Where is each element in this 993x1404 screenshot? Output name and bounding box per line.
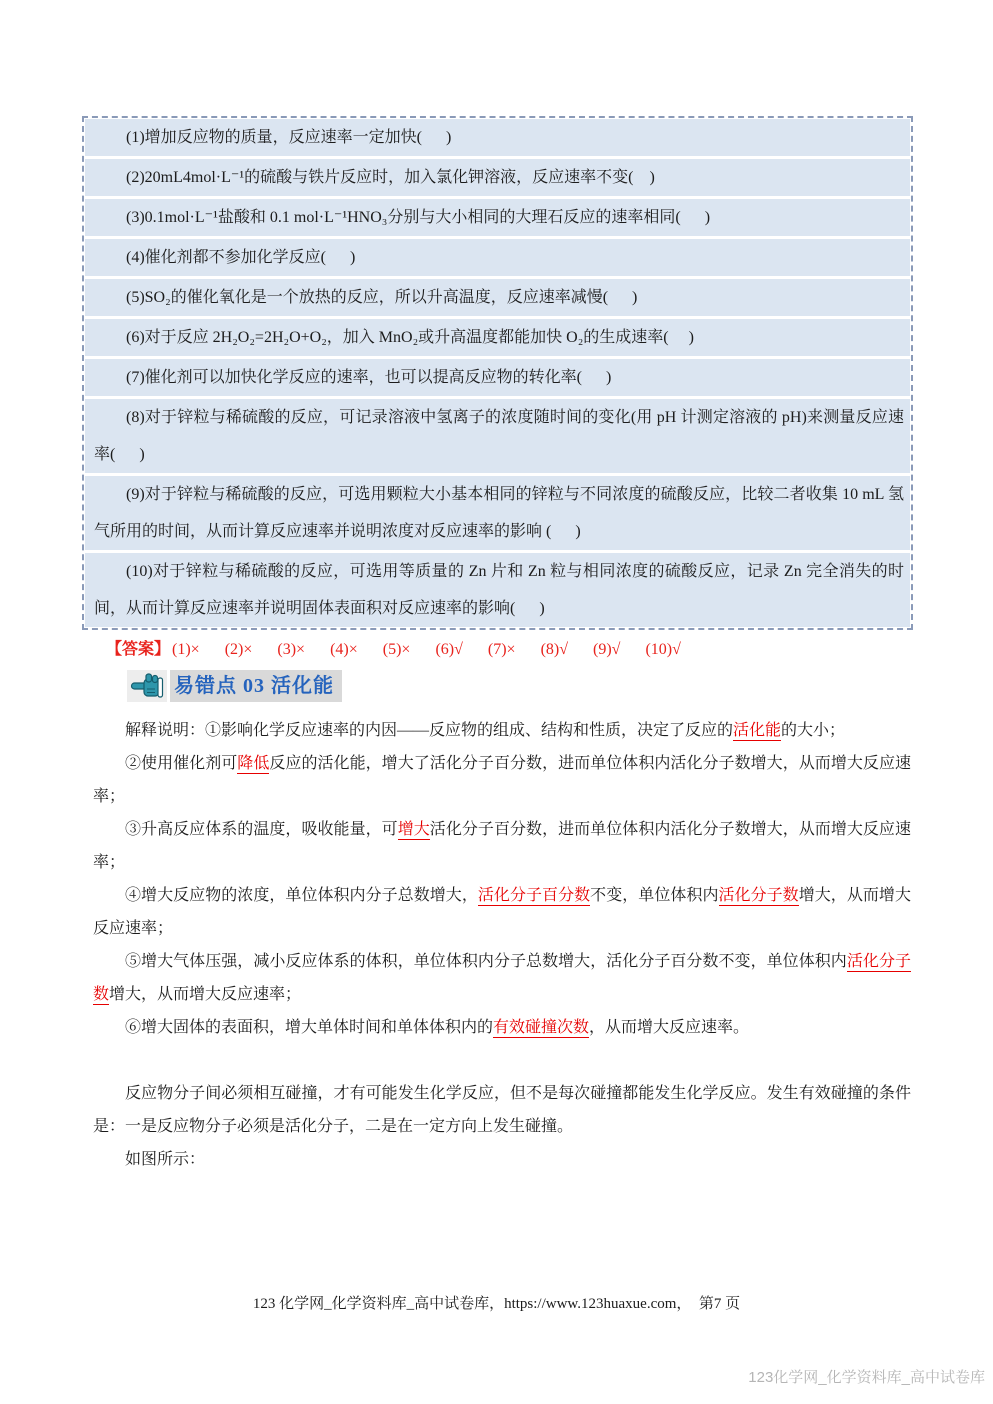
statement-row: (3)0.1mol·L⁻¹盐酸和 0.1 mol·L⁻¹HNO₃分别与大小相同的大理石反应的速率相同( ) [85,199,910,236]
answer-item: (10)√ [645,641,681,658]
answer-item: (5)× [382,641,411,658]
highlighted-term: 活化能 [733,722,782,739]
explain-item-4: ④增大反应物的浓度，单位体积内分子总数增大，活化分子百分数不变，单位体积内活化分子数增大，从而增大反应速率； [93,887,911,937]
statement-row: (6)对于反应 2H₂O₂=2H₂O+O₂，加入 MnO₂或升高温度都能加快 O₂的生成速率( ) [85,319,910,356]
answer-item: (1)× [172,641,200,658]
statement-row: (1)增加反应物的质量，反应速率一定加快( ) [85,119,910,156]
answer-line [106,636,906,659]
section-title: 易错点 03 活化能 [170,670,342,702]
answer-item: (7)× [487,641,516,658]
explain-item-6: ⑥增大固体的表面积，增大单体时间和单体体积内的有效碰撞次数，从而增大反应速率。 [125,1019,750,1036]
answer-item: (8)√ [540,641,569,658]
figure-lead: 如图所示： [125,1151,206,1168]
explain-item-3: ③升高反应体系的温度，吸收能量，可增大活化分子百分数，进而单位体积内活化分子数增大，从而增大反应速率； [93,821,911,871]
highlighted-term: 活化分子数 [93,953,911,1003]
statement-row: (9)对于锌粒与稀硫酸的反应，可选用颗粒大小基本相同的锌粒与不同浓度的硫酸反应，比较二者收集 10 mL 氢气所用的时间，从而计算反应速率并说明浓度对反应速率的影响 ( ) [85,476,910,550]
answer-item: (9)√ [593,641,621,658]
explain-item-1: 解释说明：①影响化学反应速率的内因——反应物的组成、结构和性质，决定了反应的活化能的大小； [125,722,846,739]
statement-row: (10)对于锌粒与稀硫酸的反应，可选用等质量的 Zn 片和 Zn 粒与相同浓度的硫酸反应，记录 Zn 完全消失的时间，从而计算反应速率并说明固体表面积对反应速率的影响( ) [85,553,910,627]
page-footer: 123 化学网_化学资料库_高中试卷库，https://www.123huaxue.com， 第7 页 [252,1296,741,1312]
highlighted-term: 有效碰撞次数 [493,1019,590,1036]
statement-row: (4)催化剂都不参加化学反应( ) [85,239,910,276]
collision-paragraph: 反应物分子间必须相互碰撞，才有可能发生化学反应，但不是每次碰撞都能发生化学反应。发生有效碰撞的条件是：一是反应物分子必须是活化分子，二是在一定方向上发生碰撞。 [93,1085,911,1135]
highlighted-term: 活化分子百分数 [477,887,591,904]
explain-item-5: ⑤增大气体压强，减小反应体系的体积，单位体积内分子总数增大，活化分子百分数不变，单位体积内活化分子数增大，从而增大反应速率； [93,953,911,1003]
highlighted-term: 降低 [237,755,270,772]
statement-row: (5)SO₂的催化氧化是一个放热的反应，所以升高温度，反应速率减慢( ) [85,279,910,316]
explain-item-2: ②使用催化剂可降低反应的活化能，增大了活化分子百分数，进而单位体积内活化分子数增大，从而增大反应速率； [93,755,911,805]
highlighted-term: 活化分子数 [718,887,799,904]
answer-item: (4)× [330,641,358,658]
answer-item: (2)× [224,641,253,658]
statement-row: (7)催化剂可以加快化学反应的速率，也可以提高反应物的转化率( ) [85,359,910,396]
explanation-body [93,714,911,1176]
statement-box [82,116,913,630]
answer-label: 【答案】 [106,641,171,658]
answer-item: (6)√ [435,641,463,658]
watermark: 123化学网_化学资料库_高中试卷库 [748,1369,985,1386]
answer-item: (3)× [277,641,306,658]
highlighted-term: 增大 [397,821,430,838]
section-header [127,670,342,702]
statement-row: (8)对于锌粒与稀硫酸的反应，可记录溶液中氢离子的浓度随时间的变化(用 pH 计测定溶液的 pH)来测量反应速率( ) [85,399,910,473]
pointing-hand-icon [127,670,167,702]
statement-row: (2)20mL4mol·L⁻¹的硫酸与铁片反应时，加入氯化钾溶液，反应速率不变( ) [85,159,910,196]
